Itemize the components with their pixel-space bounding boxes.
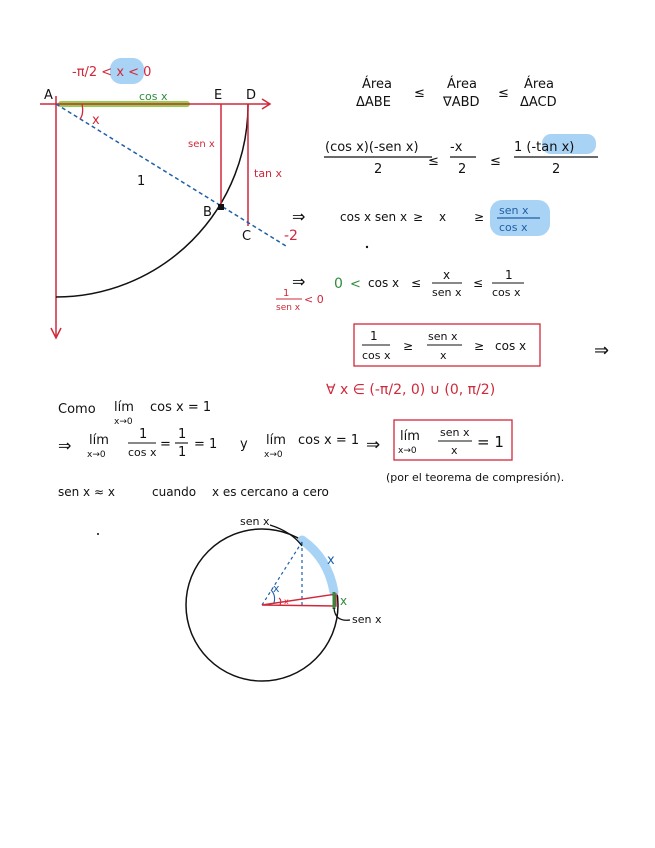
radius-dashed <box>262 542 302 605</box>
radius-line <box>56 104 286 246</box>
note-num: 1 <box>283 288 290 299</box>
point-a: A <box>44 88 53 103</box>
ratio-num: sen x <box>499 204 529 217</box>
x-mid: x <box>439 210 447 224</box>
cuando-word: cuando <box>152 485 197 499</box>
boxed-eq: = 1 <box>477 433 504 451</box>
radius-label: 1 <box>137 174 146 189</box>
area-word-2: Área <box>447 77 477 92</box>
box-implies-arrow: ⇒ <box>594 340 610 361</box>
zero: 0 <box>334 276 343 292</box>
circle-arc <box>56 104 248 297</box>
cos-x-left: cos x <box>368 276 400 290</box>
one-num: 1 <box>178 427 187 442</box>
small-x-label: x <box>284 597 289 606</box>
implies-arrow-4: ⇒ <box>366 435 381 455</box>
approx-rest: x es cercano a cero <box>212 485 329 499</box>
angle-label: x <box>92 113 100 128</box>
frac3-num: 1 (-tan x) <box>514 140 575 155</box>
second-expr: cos x = 1 <box>298 433 360 448</box>
como-word: Como <box>58 402 96 417</box>
approx-row <box>58 485 329 499</box>
triangle-abd: ∇ABD <box>443 95 480 110</box>
lim2-frac-den: cos x <box>128 446 157 459</box>
frac-leq-1: ≤ <box>428 154 439 169</box>
box-frac1-num: 1 <box>370 329 378 343</box>
lim-3-sub: x→0 <box>264 450 283 460</box>
box-frac2-num: sen x <box>428 330 458 343</box>
angle-x-label: x <box>273 582 280 595</box>
lim-1: lím <box>114 400 134 415</box>
frac2-num: -x <box>450 140 463 155</box>
leq-3: ≤ <box>411 276 422 290</box>
slope-label: -2 <box>284 228 298 244</box>
sen-x-bottom: sen x <box>352 613 382 626</box>
box-cos-x: cos x <box>495 339 527 353</box>
boxed-num: sen x <box>440 426 470 439</box>
lim2-frac-num: 1 <box>139 427 148 442</box>
boxed-inequality <box>354 324 609 366</box>
limits-section <box>58 400 564 484</box>
areas-row <box>356 76 557 110</box>
box-frac1-den: cos x <box>362 349 391 362</box>
frac3-den: 2 <box>552 162 561 177</box>
frac2-den: 2 <box>458 162 467 177</box>
sen-label: sen x <box>188 139 215 150</box>
implies-arrow-1: ⇒ <box>292 207 306 226</box>
i2-frac1-den: sen x <box>432 286 462 299</box>
stray-dot <box>366 246 368 248</box>
cos-label: cos x <box>139 90 168 103</box>
point-b: B <box>203 205 212 220</box>
i2-frac2-num: 1 <box>505 268 513 282</box>
implication-2 <box>276 268 524 313</box>
leq-4: ≤ <box>473 276 484 290</box>
box-frac2-den: x <box>440 349 447 362</box>
lim-3: lím <box>266 433 286 448</box>
interval-label: -π/2 < x < 0 <box>72 65 152 80</box>
lim-2-sub: x→0 <box>87 450 106 460</box>
arc-x-label: x <box>327 553 335 568</box>
triangle-acd: ΔACD <box>520 95 557 110</box>
tan-label: tan x <box>254 167 283 180</box>
i2-frac2-den: cos x <box>492 286 521 299</box>
frac1-den: 2 <box>374 162 383 177</box>
i2-frac1-num: x <box>443 268 451 282</box>
approx-formula: sen x ≈ x <box>58 485 115 499</box>
stray-dot-2 <box>97 533 99 535</box>
ratio-den: cos x <box>499 221 528 234</box>
box-geq-2: ≥ <box>474 339 485 353</box>
small-triangle <box>262 594 336 606</box>
circle-diagram <box>97 515 382 681</box>
lt-zero: < <box>350 277 361 292</box>
angle-arc-red <box>279 598 281 605</box>
cos-sen-product: cos x sen x <box>340 210 408 224</box>
top-diagram <box>40 58 298 338</box>
fractions-row <box>324 134 598 177</box>
eq-one: = 1 <box>194 437 218 452</box>
lim-4: lím <box>400 429 420 444</box>
triangle-abe: ΔABE <box>356 95 391 110</box>
point-b-mark <box>218 204 224 210</box>
frac-leq-2: ≤ <box>490 154 501 169</box>
leq-1: ≤ <box>414 86 425 101</box>
lim-2: lím <box>89 433 109 448</box>
point-c: C <box>242 229 252 244</box>
implies-arrow-3: ⇒ <box>58 436 72 455</box>
lim-4-sub: x→0 <box>398 446 417 456</box>
leq-2: ≤ <box>498 86 509 101</box>
sen-x-top: sen x <box>240 515 270 528</box>
implies-arrow-2: ⇒ <box>292 272 306 291</box>
implication-1 <box>292 200 550 248</box>
point-e: E <box>214 88 223 103</box>
lim2-eq: = <box>160 437 171 452</box>
theorem-note: (por el teorema de compresión). <box>386 471 565 484</box>
pointer-top <box>270 525 302 546</box>
green-x-label: x <box>340 594 348 608</box>
boxed-den: x <box>451 444 458 457</box>
lim-1-sub: x→0 <box>114 417 133 427</box>
area-word-3: Área <box>524 77 554 92</box>
one-den: 1 <box>178 445 187 460</box>
note-den: sen x <box>276 303 301 313</box>
geq-2: ≥ <box>474 210 485 224</box>
y-word: y <box>240 437 248 452</box>
point-d: D <box>246 88 257 103</box>
frac1-num: (cos x)(-sen x) <box>325 140 419 155</box>
box-geq-1: ≥ <box>403 339 414 353</box>
area-word-1: Área <box>362 77 392 92</box>
domain-statement: ∀ x ∈ (-π/2, 0) ∪ (0, π/2) <box>326 382 496 398</box>
como-expr: cos x = 1 <box>150 400 212 415</box>
note-rel: < 0 <box>304 293 324 306</box>
geq-1: ≥ <box>413 210 424 224</box>
